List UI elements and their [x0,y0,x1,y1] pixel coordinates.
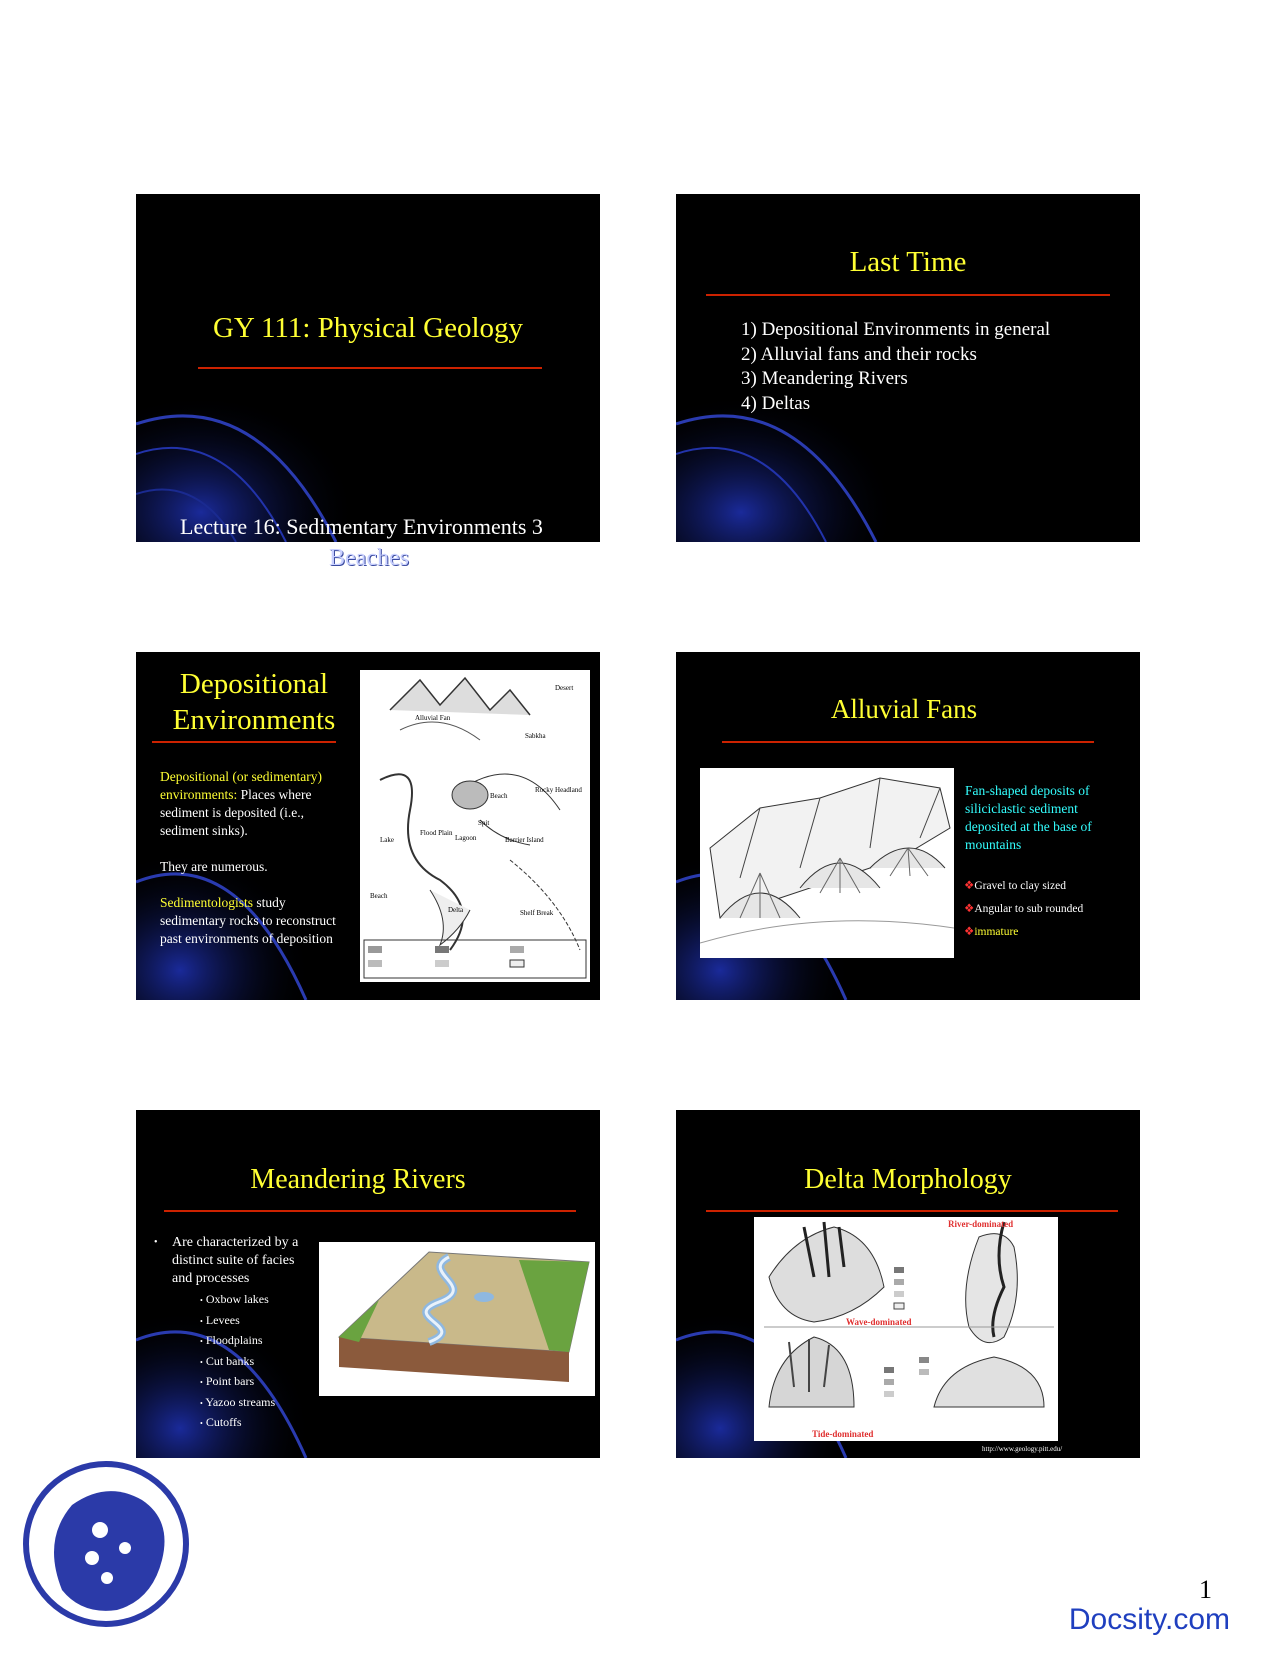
list-item: • Point bars [200,1374,255,1388]
page-number: 1 [1199,1575,1212,1604]
slide-5 [136,1110,600,1458]
last-time-list [741,318,1050,416]
wave-dominated-label: Wave-dominated [846,1317,912,1327]
bullet-icon: ❖ [964,903,975,915]
diagram-label: Lagoon [455,834,477,842]
title-rule [706,1210,1118,1212]
river-dominated-label: River-dominated [948,1219,1014,1229]
body-text: They are numerous. [160,859,268,874]
title-line: Depositional [179,668,329,700]
list-item: 2) Alluvial fans and their rocks [741,343,977,365]
list-item: 3) Meandering Rivers [741,368,908,389]
definition-text: Places where sediment is deposited (i.e., sediment sinks). [160,787,312,838]
title-rule [164,1210,576,1212]
list-item: • Floodplains [200,1333,263,1347]
main-bullet: • Are characterized by a distinct suite of facies and processes [154,1235,299,1286]
slide-subtitle-overflow: Beaches [329,545,409,571]
fan-description: Fan-shaped deposits of siliciclastic sediment deposited at the base of mountains [965,783,1092,852]
slide-body [160,768,350,948]
title-rule [152,741,336,743]
title-rule [706,294,1110,296]
slide-title: Meandering Rivers [250,1164,466,1195]
list-item: • Oxbow lakes [200,1292,269,1306]
body-text: study sedimentary rocks to reconstruct past environments of deposition [160,895,336,946]
slide-4 [676,652,1140,1000]
sub-bullet-list [200,1290,314,1434]
list-item: 4) Deltas [741,392,811,414]
diagram-label: Desert [555,684,574,692]
diagram-label: Shelf Break [520,909,554,917]
source-url: http://www.geology.pitt.edu/ [982,1445,1063,1453]
list-item: • Cut banks [200,1353,255,1368]
diagram-label: Barrier Island [505,836,544,844]
alluvial-fan-illustration [700,768,954,958]
diagram-label: Flood Plain [420,829,453,837]
bullet-icon: ❖ [964,880,975,892]
list-item: ❖Gravel to clay sized [964,880,1066,892]
diagram-label: Beach [370,892,388,900]
list-item: ❖Angular to sub rounded [964,903,1084,915]
diagram-label: Delta [448,906,464,914]
diagram-label: Sabkha [525,732,546,740]
diagram-label: Alluvial Fan [415,714,451,722]
list-item: • Cutoffs [200,1415,242,1429]
title-rule [198,367,542,369]
slide-title: Delta Morphology [804,1164,1012,1195]
slide-3 [136,652,600,1000]
docsity-logo [22,1460,190,1628]
diagram-label: Beach [490,792,508,800]
slide-2 [676,194,1140,542]
fan-properties-list [964,875,1083,944]
bullet-icon: ❖ [964,926,975,938]
docsity-brand-link[interactable]: Docsity.com [1068,1603,1230,1636]
diagram-label: Rocky Headland [535,786,582,794]
slide-subtitle: Lecture 16: Sedimentary Environments 3 [180,514,543,539]
slide-body [154,1234,314,1434]
list-item: 1) Depositional Environments in general [741,319,1051,340]
diagram-label: Lake [380,836,394,844]
term-highlight: Sedimentologists [160,895,254,910]
meandering-river-block-diagram [319,1242,595,1396]
slide-title: Alluvial Fans [830,694,978,724]
depositional-environments-diagram [360,670,590,982]
diagram-label: Spit [478,819,490,827]
tide-dominated-label: Tide-dominated [812,1429,874,1439]
title-line: Environments [172,704,336,736]
list-item: • Levees [200,1312,240,1327]
slide-title: Last Time [849,246,967,278]
slide-6 [676,1110,1140,1458]
delta-morphology-diagram [754,1217,1058,1441]
title-rule [722,741,1094,743]
list-item: • Yazoo streams [200,1394,276,1409]
bullet-icon: • [154,1237,158,1248]
slide-title: GY 111: Physical Geology [212,312,524,344]
slide-1 [136,194,600,542]
slide-title [136,666,372,738]
term-highlight: Depositional (or sedimentary) environments: [160,769,322,802]
list-item: ❖immature [964,926,1019,938]
